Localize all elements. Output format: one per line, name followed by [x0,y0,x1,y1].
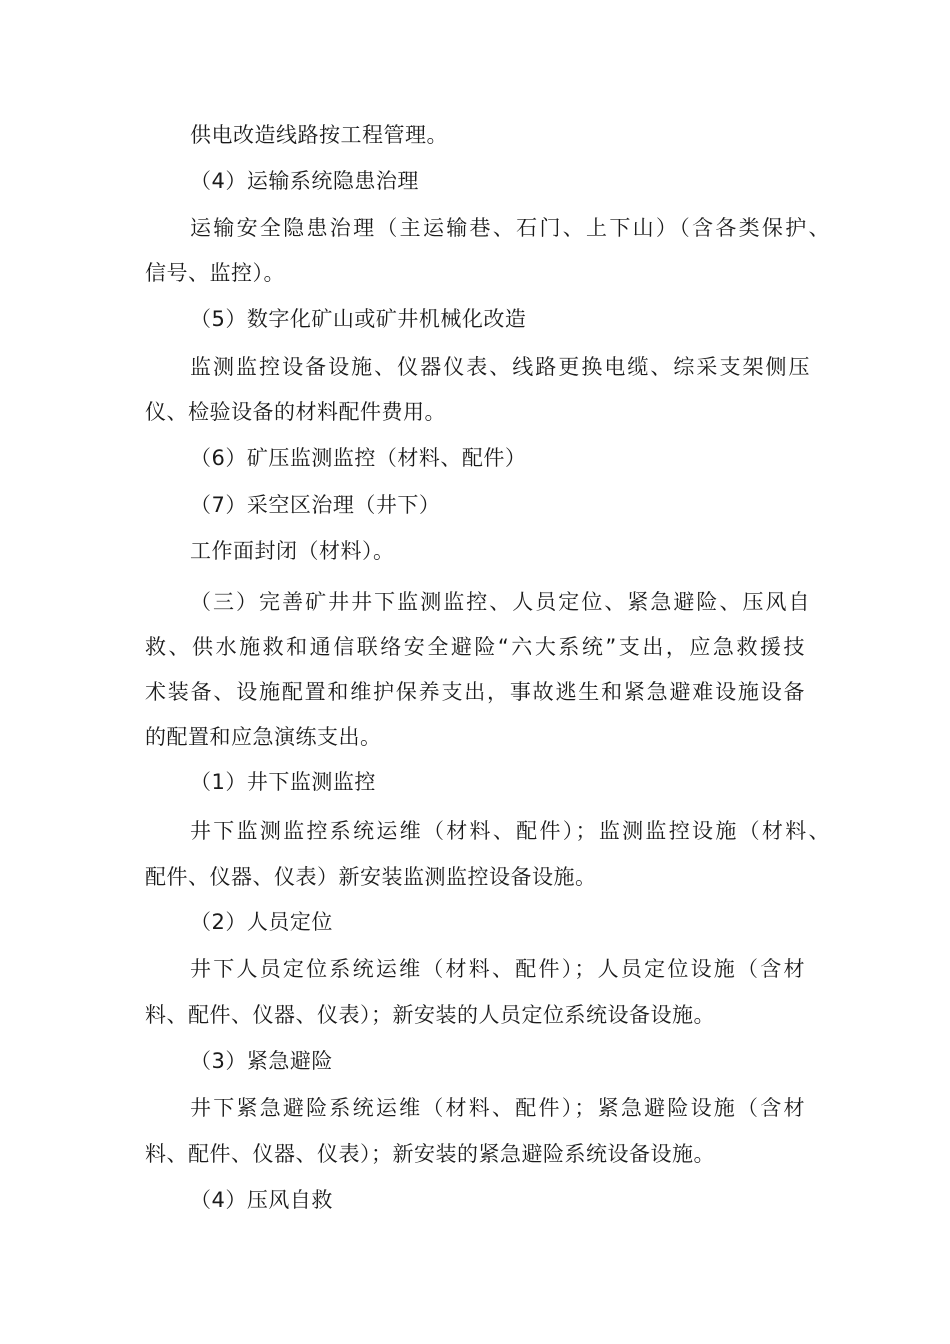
paragraph-line: 救、供水施救和通信联络安全避险“六大系统”支出，应急救援技 [145,635,805,659]
section-heading: （7）采空区治理（井下） [190,493,441,517]
paragraph-line: 工作面封闭（材料）。 [190,539,395,563]
section-heading: （1）井下监测监控 [190,770,376,794]
paragraph-line: 料、配件、仪器、仪表）；新安装的紧急避险系统设备设施。 [145,1142,715,1166]
paragraph-line: 仪、检验设备的材料配件费用。 [145,400,446,424]
section-heading: （3）紧急避险 [190,1049,333,1073]
paragraph-line: 的配置和应急演练支出。 [145,725,382,749]
paragraph-line: 井下人员定位系统运维（材料、配件）；人员定位设施（含材 [190,957,805,981]
section-heading: （2）人员定位 [190,910,333,934]
section-heading: （4）运输系统隐患治理 [190,169,419,193]
paragraph-line: 运输安全隐患治理（主运输巷、石门、上下山）（含各类保护、 [190,216,830,240]
section-heading: （5）数字化矿山或矿井机械化改造 [190,307,527,331]
paragraph-line: （三）完善矿井井下监测监控、人员定位、紧急避险、压风自 [190,590,810,614]
paragraph-line: 术装备、设施配置和维护保养支出，事故逃生和紧急避难设施设备 [145,680,805,704]
paragraph-line: 配件、仪器、仪表）新安装监测监控设备设施。 [145,865,597,889]
paragraph-line: 井下监测监控系统运维（材料、配件）；监测监控设施（材料、 [190,819,830,843]
paragraph-line: 信号、监控）。 [145,261,285,285]
paragraph-line: 井下紧急避险系统运维（材料、配件）；紧急避险设施（含材 [190,1096,805,1120]
paragraph-line: 料、配件、仪器、仪表）；新安装的人员定位系统设备设施。 [145,1003,715,1027]
section-heading: （4）压风自救 [190,1188,333,1212]
section-heading: （6）矿压监测监控（材料、配件） [190,446,527,470]
paragraph-line: 监测监控设备设施、仪器仪表、线路更换电缆、综采支架侧压 [190,355,810,379]
paragraph-line: 供电改造线路按工程管理。 [190,123,448,147]
